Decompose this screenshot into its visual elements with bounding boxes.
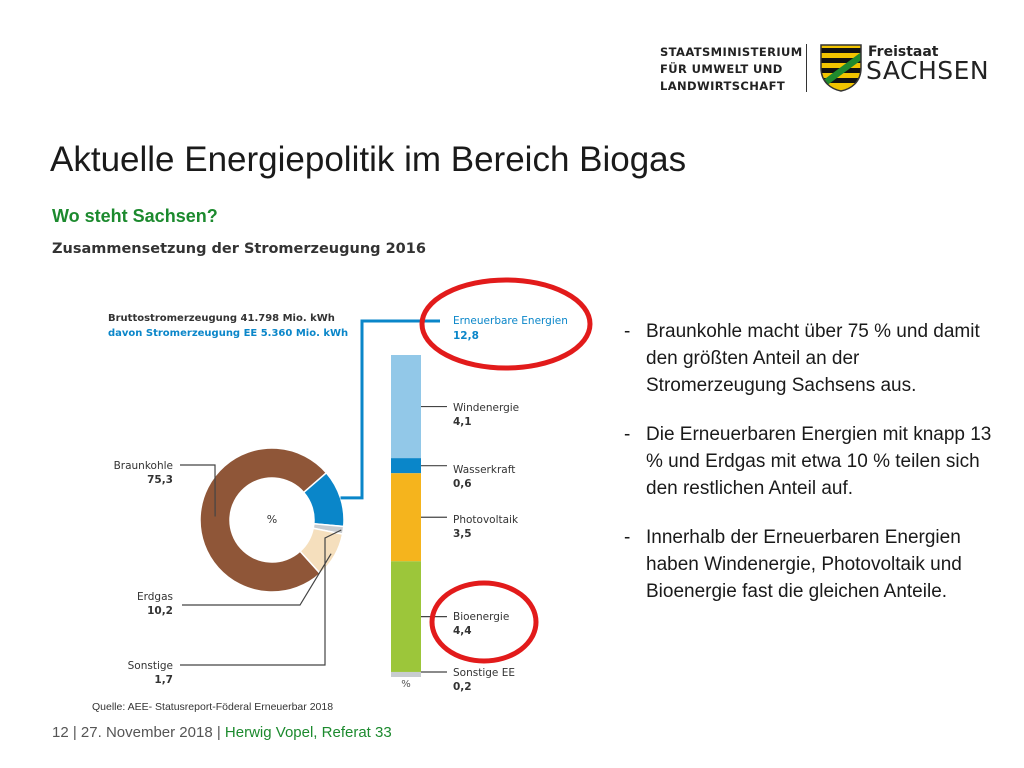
bullet-text: Innerhalb der Erneuerbaren Energien haben Windenergie, Photovoltaik und Bioenergie fast die gleichen Anteile. [646, 527, 962, 602]
bar-value-windenergie: 4,1 [453, 416, 472, 428]
bar-label-photovoltaik: Photovoltaik [453, 514, 519, 526]
ee-generation-annotation: davon Stromerzeugung EE 5.360 Mio. kWh [108, 328, 349, 339]
footer-author: Herwig Vopel, Referat 33 [224, 724, 392, 741]
ministry-name [660, 44, 803, 95]
leader-line-erneuerbare [341, 321, 440, 498]
page-number: 12 [52, 724, 69, 741]
bar-segment-bioenergie [391, 561, 421, 672]
bar-value-wasserkraft: 0,6 [453, 478, 472, 490]
bullet-text: Die Erneuerbaren Energien mit knapp 13 % und Erdgas mit etwa 10 % teilen sich den restlichen Anteil auf. [646, 424, 992, 499]
bar-value-photovoltaik: 3,5 [453, 528, 472, 540]
ministry-line-3: LANDWIRTSCHAFT [660, 79, 786, 93]
page-title: Aktuelle Energiepolitik im Bereich Biogas [50, 140, 687, 179]
bullet-item [622, 318, 1002, 399]
bar-label-wasserkraft: Wasserkraft [453, 464, 516, 476]
bullet-text: Braunkohle macht über 75 % und damit den größten Anteil an der Stromerzeugung Sachsens aus. [646, 321, 980, 396]
pie-value-erneuerbare-energien: 12,8 [453, 330, 479, 342]
footer-date: | 27. November 2018 | [72, 724, 221, 741]
stacked-bar-chart [391, 355, 421, 677]
bullet-item [622, 421, 1002, 502]
bar-segment-wasserkraft [391, 458, 421, 473]
bullet-item [622, 524, 1002, 605]
bar-value-bioenergie: 4,4 [453, 625, 472, 637]
pie-value-braunkohle: 75,3 [147, 474, 173, 486]
pie-value-erdgas: 10,2 [147, 605, 173, 617]
source-note: Quelle: AEE- Statusreport-Föderal Erneuerbar 2018 [92, 701, 334, 713]
bar-label-bioenergie: Bioenergie [453, 611, 510, 623]
bar-segment-windenergie [391, 355, 421, 458]
pie-value-sonstige: 1,7 [154, 674, 173, 686]
donut-center-label: % [266, 513, 278, 526]
footer [52, 724, 392, 741]
pie-label-erneuerbare-energien: Erneuerbare Energien [453, 315, 568, 327]
bullet-marker: - [624, 527, 631, 548]
bullet-list [622, 318, 1002, 627]
bullet-marker: - [624, 321, 631, 342]
page-subtitle: Wo steht Sachsen? [52, 206, 218, 226]
bullet-marker: - [624, 424, 631, 445]
bar-segment-sonstige-ee [391, 672, 421, 677]
donut-slice-braunkohle [200, 448, 326, 592]
chart-title: Zusammensetzung der Stromerzeugung 2016 [52, 241, 426, 257]
bar-unit-label: % [401, 679, 411, 690]
saxony-coat-of-arms-icon [818, 42, 864, 92]
state-name-small: Freistaat [868, 44, 939, 60]
logo-divider [806, 44, 807, 92]
bar-value-sonstige-ee: 0,2 [453, 681, 472, 693]
ministry-line-2: FÜR UMWELT UND [660, 62, 783, 76]
bar-label-windenergie: Windenergie [453, 402, 520, 414]
bar-segment-photovoltaik [391, 473, 421, 561]
pie-label-braunkohle: Braunkohle [113, 460, 173, 472]
ministry-line-1: STAATSMINISTERIUM [660, 45, 803, 59]
pie-label-sonstige: Sonstige [127, 660, 173, 672]
bar-label-sonstige-ee: Sonstige EE [453, 667, 515, 679]
gross-generation-annotation: Bruttostromerzeugung 41.798 Mio. kWh [108, 313, 335, 324]
state-name-large: SACHSEN [866, 56, 990, 85]
pie-label-erdgas: Erdgas [136, 591, 173, 603]
